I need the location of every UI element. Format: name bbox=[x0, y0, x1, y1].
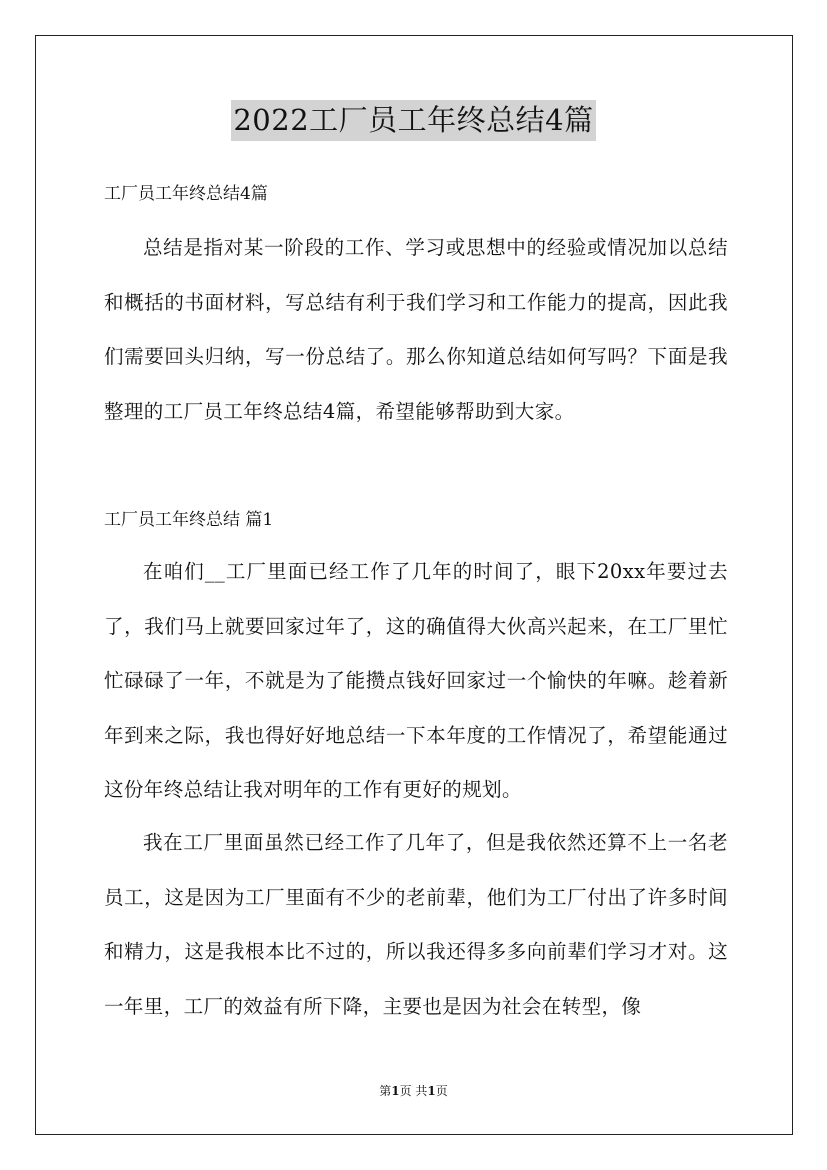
intro-paragraph: 总结是指对某一阶段的工作、学习或思想中的经验或情况加以总结和概括的书面材料，写总结有利于我们学习和工作能力的提高，因此我们需要回头归纳，写一份总结了。那么你知道总结如何写吗？下面是我整理的工厂员工年终总结4篇，希望能够帮助到大家。 bbox=[104, 236, 728, 423]
footer-suffix: 页 bbox=[435, 1084, 448, 1098]
section1-paragraph-2: 我在工厂里面虽然已经工作了几年了，但是我依然还算不上一名老员工，这是因为工厂里面有不少的老前辈，他们为工厂付出了许多时间和精力，这是我根本比不过的，所以我还得多多向前辈们学习才对。这一年里，工厂的效益有所下降，主要也是因为社会在转型，像 bbox=[104, 831, 728, 1018]
document-title bbox=[0, 100, 827, 141]
footer-total-pages: 1 bbox=[427, 1084, 436, 1098]
page-footer bbox=[0, 1083, 827, 1099]
section-heading-1: 工厂员工年终总结 篇1 bbox=[104, 510, 274, 530]
document-title-text: 2022工厂员工年终总结4篇 bbox=[231, 100, 595, 141]
footer-prefix: 第 bbox=[379, 1084, 392, 1098]
document-subtitle: 工厂员工年终总结4篇 bbox=[104, 184, 268, 204]
footer-current-page: 1 bbox=[391, 1084, 400, 1098]
section1-paragraph-1: 在咱们__工厂里面已经工作了几年的时间了，眼下20xx年要过去了，我们马上就要回家过年了，这的确值得大伙高兴起来，在工厂里忙忙碌碌了一年，不就是为了能攒点钱好回家过一个愉快的年嘛。趁着新年到来之际，我也得好好地总结一下本年度的工作情况了，希望能通过这份年终总结让我对明年的工作有更好的规划。 bbox=[104, 560, 728, 801]
footer-mid: 页 共 bbox=[399, 1084, 428, 1098]
